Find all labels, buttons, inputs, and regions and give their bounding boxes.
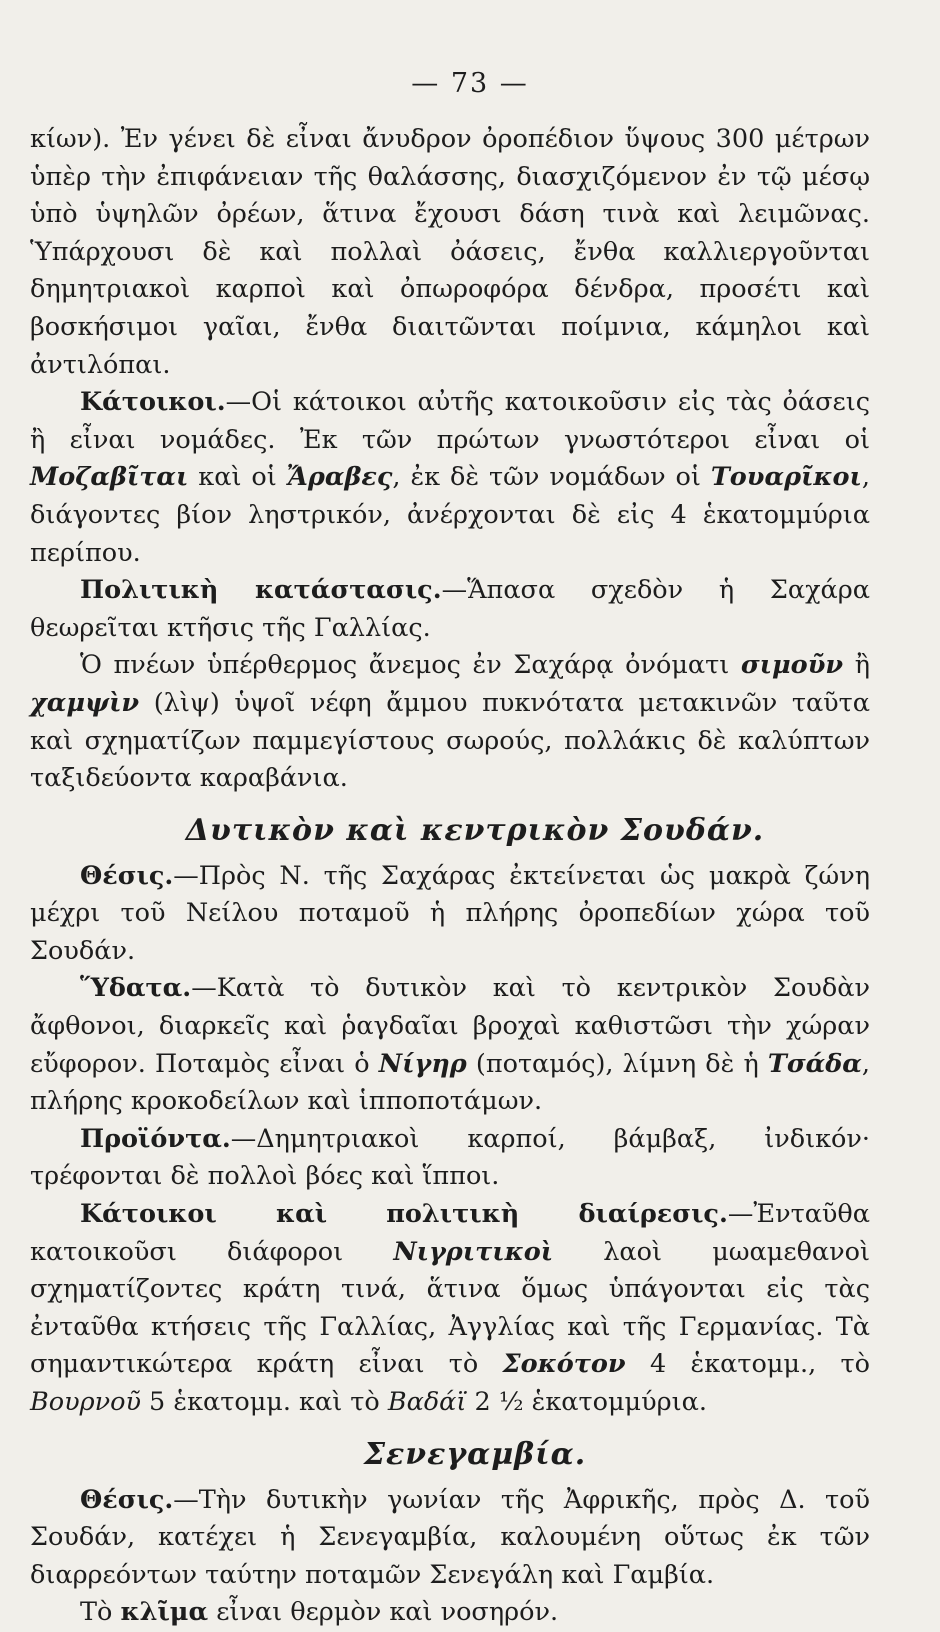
term-bornu: Βουρνοῦ — [30, 1387, 141, 1417]
paragraph-sudan-waters: Ὕδατα.—Κατὰ τὸ δυτικὸν καὶ τὸ κεντρικὸν Σουδὰν ἄφθονοι, διαρκεῖς καὶ ῥαγδαῖαι βροχαὶ καθιστῶσι τὴν χώραν εὔφορον. Ποταμὸς εἶναι ὁ Νίγηρ (ποταμός), λίμνη δὲ ἡ Τσάδα, πλήρης κροκοδείλων καὶ ἱπποποτάμων. — [30, 973, 870, 1117]
paragraph-senegambia-location: Θέσις.—Τὴν δυτικὴν γωνίαν τῆς Ἀφρικῆς, πρὸς Δ. τοῦ Σουδάν, κατέχει ἡ Σενεγαμβία, καλουμένη οὕτως ἐκ τῶν διαρρεόντων ταύτην ποταμῶν Σενεγάλη καὶ Γαμβία. — [30, 1484, 870, 1590]
term-simoom: σιμοῦν — [740, 650, 844, 681]
section-title-sudan: Δυτικὸν καὶ κεντρικὸν Σουδάν. — [185, 812, 765, 848]
heading-waters: Ὕδατα. — [80, 973, 192, 1004]
term-khamsin: χαμψὶν — [30, 687, 140, 718]
heading-inhabitants: Κάτοικοι. — [80, 387, 226, 418]
paragraph-sudan-inhabitants: Κάτοικοι καὶ πολιτικὴ διαίρεσις.—Ἐνταῦθα κατοικοῦσι διάφοροι Νιγριτικοὶ λαοὶ μωαμεθανοὶ σχηματίζοντες κράτη τινά, ἅτινα ὅμως ὑπάγονται εἰς τὰς ἐνταῦθα κτήσεις τῆς Γαλλίας, Ἀγγλίας καὶ τῆς Γερμανίας. Τὰ σημαντικώτερα κράτη εἶναι τὸ Σοκότον 4 ἑκατομμ., τὸ Βουρνοῦ 5 ἑκατομμ. καὶ τὸ Βαδάϊ 2 ½ ἑκατομμύρια. — [30, 1199, 870, 1417]
paragraph-simoom-wind: Ὁ πνέων ὑπέρθερμος ἄνεμος ἐν Σαχάρᾳ ὀνόματι σιμοῦν ἢ χαμψὶν (λὶψ) ὑψοῖ νέφη ἄμμου πυκνότατα μετακινῶν ταῦτα καὶ σχηματίζων παμμεγίστους σωρούς, πολλάκις δὲ καλύπτων ταξιδεύοντα καραβάνια. — [30, 650, 870, 794]
heading-political-status: Πολιτικὴ κατάστασις. — [80, 575, 442, 606]
heading-products: Προϊόντα. — [80, 1123, 231, 1154]
term-niger: Νίγηρ — [378, 1048, 467, 1079]
heading-inhabitants-division: Κάτοικοι καὶ πολιτικὴ διαίρεσις. — [80, 1199, 728, 1230]
term-nigritic: Νιγριτικοὶ — [393, 1236, 554, 1267]
term-wadai: Βαδάϊ — [387, 1387, 467, 1417]
term-chad: Τσάδα — [767, 1048, 862, 1079]
paragraph-sudan-products: Προϊόντα.—Δημητριακοὶ καρποί, βάμβαξ, ἰνδικόν· τρέφονται δὲ πολλοὶ βόες καὶ ἵπποι. — [30, 1123, 870, 1192]
paragraph-sudan-location: Θέσις.—Πρὸς Ν. τῆς Σαχάρας ἐκτείνεται ὡς μακρὰ ζώνη μέχρι τοῦ Νείλου ποταμοῦ ἡ πλήρης ὀροπεδίων χώρα τοῦ Σουδάν. — [30, 860, 870, 966]
heading-climate: κλῖμα — [120, 1597, 209, 1628]
paragraph-inhabitants: Κάτοικοι.—Οἱ κάτοικοι αὐτῆς κατοικοῦσιν εἰς τὰς ὀάσεις ἢ εἶναι νομάδες. Ἐκ τῶν πρώτων γνωστότεροι εἶναι οἱ Μοζαβῖται καὶ οἱ Ἄραβες, ἐκ δὲ τῶν νομάδων οἱ Τουαρῖκοι, διάγοντες βίον ληστρικόν, ἀνέρχονται δὲ εἰς 4 ἑκατομμύρια περίπου. — [30, 387, 870, 568]
paragraph-political-status: Πολιτικὴ κατάστασις.—Ἅπασα σχεδὸν ἡ Σαχάρα θεωρεῖται κτῆσις τῆς Γαλλίας. — [30, 575, 870, 643]
term-tuareg: Τουαρῖκοι — [710, 462, 862, 493]
section-title-senegambia: Σενεγαμβία. — [363, 1436, 587, 1472]
page-number: — 73 — — [411, 68, 529, 99]
paragraph-sahara-terrain: κίων). Ἐν γένει δὲ εἶναι ἄνυδρον ὀροπέδιον ὕψους 300 μέτρων ὑπὲρ τὴν ἐπιφάνειαν τῆς θαλάσσης, διασχιζόμενον ἐν τῷ μέσῳ ὑπὸ ὑψηλῶν ὀρέων, ἅτινα ἔχουσι δάση τινὰ καὶ λειμῶνας. Ὑπάρχουσι δὲ καὶ πολλαὶ ὀάσεις, ἔνθα καλλιεργοῦνται δημητριακοὶ καρποὶ καὶ ὀπωροφόρα δένδρα, προσέτι καὶ βοσκήσιμοι γαῖαι, ἔνθα διαιτῶνται ποίμνια, κάμηλοι καὶ ἀντιλόπαι. — [30, 124, 870, 380]
heading-location-senegambia: Θέσις. — [80, 1484, 174, 1515]
term-arabs: Ἄραβες — [286, 462, 393, 493]
paragraph-senegambia-climate: Τὸ κλῖμα εἶναι θερμὸν καὶ νοσηρόν. — [80, 1597, 559, 1628]
term-mozabites: Μοζαβῖται — [30, 462, 189, 493]
term-sokoto: Σοκότον — [502, 1349, 626, 1380]
heading-location: Θέσις. — [80, 860, 174, 891]
